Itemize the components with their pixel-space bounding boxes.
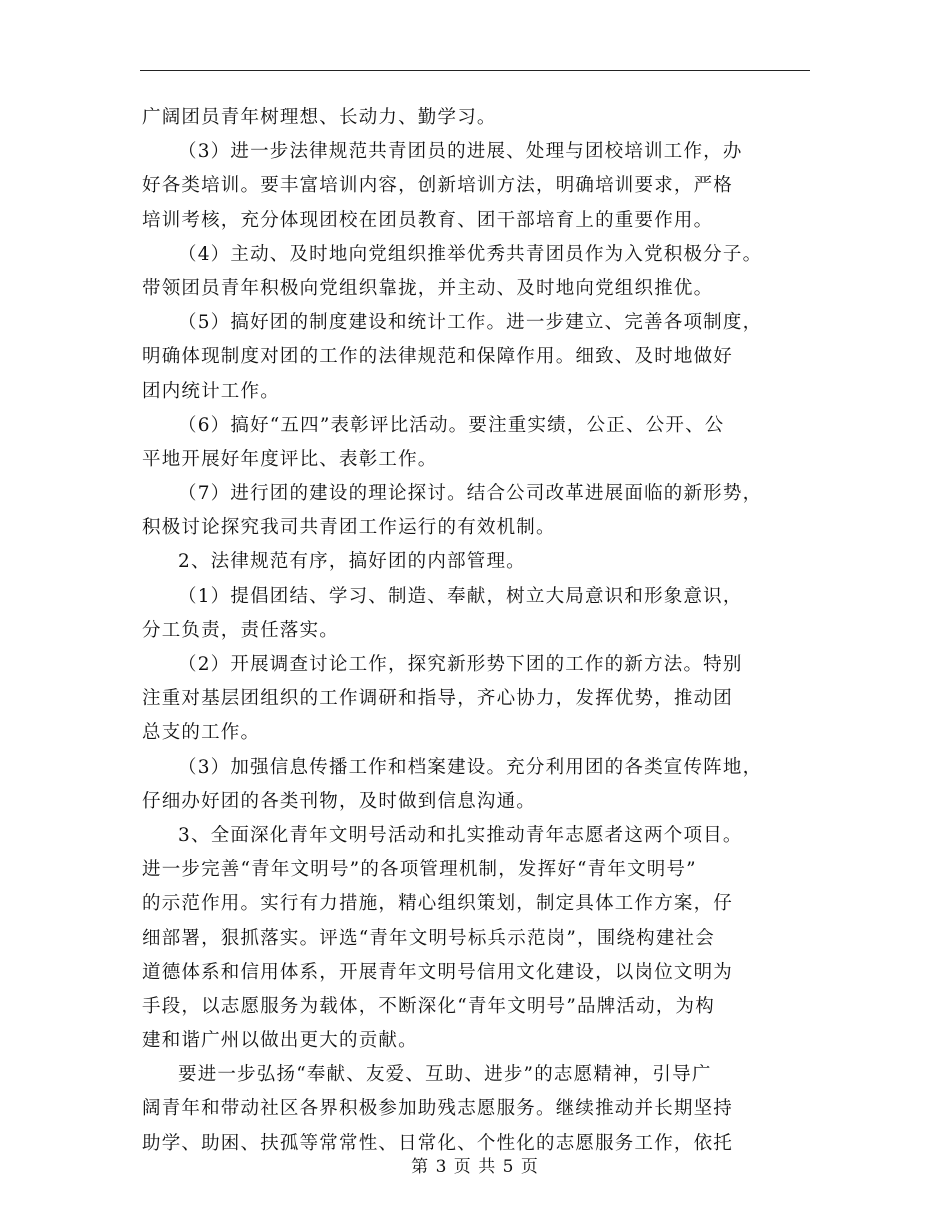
- text-line: 团内统计工作。: [142, 380, 280, 402]
- text-line: （1）提倡团结、学习、制造、奉献，树立大局意识和形象意识，: [178, 585, 743, 607]
- text-line: （3）加强信息传播工作和档案建设。充分利用团的各类宣传阵地，: [178, 756, 763, 778]
- text-line: 的示范作用。实行有力措施，精心组织策划，制定具体工作方案，仔: [142, 893, 734, 915]
- text-line: 广阔团员青年树理想、长动力、勤学习。: [142, 107, 497, 128]
- text-line: 手段，以志愿服务为载体，不断深化“青年文明号”品牌活动，为构: [142, 995, 715, 1017]
- page-number-footer: 第 3 页 共 5 页: [411, 1157, 539, 1177]
- document-body: [142, 101, 822, 1161]
- text-line: 积极讨论探究我司共青团工作运行的有效机制。: [142, 517, 556, 539]
- header-rule: [140, 70, 810, 71]
- text-line: 总支的工作。: [142, 722, 261, 744]
- text-line: 分工负责，责任落实。: [142, 619, 340, 641]
- text-line: 明确体现制度对团的工作的法律规范和保障作用。细致、及时地做好: [142, 346, 734, 368]
- text-line: 道德体系和信用体系，开展青年文明号信用文化建设，以岗位文明为: [142, 961, 734, 983]
- text-line: （4）主动、及时地向党组织推举优秀共青团员作为入党积极分子。: [178, 243, 763, 265]
- text-line: 平地开展好年度评比、表彰工作。: [142, 448, 438, 470]
- text-line: 进一步完善“青年文明号”的各项管理机制，发挥好“青年文明号”: [142, 859, 697, 881]
- text-line: 要进一步弘扬“奉献、友爱、互助、进步”的志愿精神，引导广: [178, 1064, 712, 1086]
- text-line: （5）搞好团的制度建设和统计工作。进一步建立、完善各项制度，: [178, 312, 763, 334]
- text-line: 3、全面深化青年文明号活动和扎实推动青年志愿者这两个项目。: [178, 824, 743, 846]
- text-line: 仔细办好团的各类刊物，及时做到信息沟通。: [142, 790, 537, 812]
- text-line: 助学、助困、扶孤等常常性、日常化、个性化的志愿服务工作，依托: [142, 1132, 734, 1154]
- text-line: 注重对基层团组织的工作调研和指导，齐心协力，发挥优势，推动团: [142, 688, 734, 710]
- text-line: （6）搞好“五四”表彰评比活动。要注重实绩，公正、公开、公: [178, 414, 725, 436]
- text-line: 细部署，狠抓落实。评选“青年文明号标兵示范岗”，围绕构建社会: [142, 927, 715, 949]
- text-line: 培训考核，充分体现团校在团员教育、团干部培育上的重要作用。: [142, 209, 714, 231]
- text-line: 2、法律规范有序，搞好团的内部管理。: [178, 551, 526, 573]
- text-line: 带领团员青年积极向党组织靠拢，并主动、及时地向党组织推优。: [142, 277, 714, 299]
- text-line: （2）开展调查讨论工作，探究新形势下团的工作的新方法。特别: [178, 654, 743, 675]
- text-line: （3）进一步法律规范共青团员的进展、处理与团校培训工作，办: [178, 141, 743, 163]
- text-line: 建和谐广州以做出更大的贡献。: [142, 1030, 418, 1052]
- text-line: （7）进行团的建设的理论探讨。结合公司改革进展面临的新形势，: [178, 483, 763, 505]
- text-line: 阔青年和带动社区各界积极参加助残志愿服务。继续推动并长期坚持: [142, 1098, 734, 1120]
- text-line: 好各类培训。要丰富培训内容，创新培训方法，明确培训要求，严格: [142, 175, 734, 197]
